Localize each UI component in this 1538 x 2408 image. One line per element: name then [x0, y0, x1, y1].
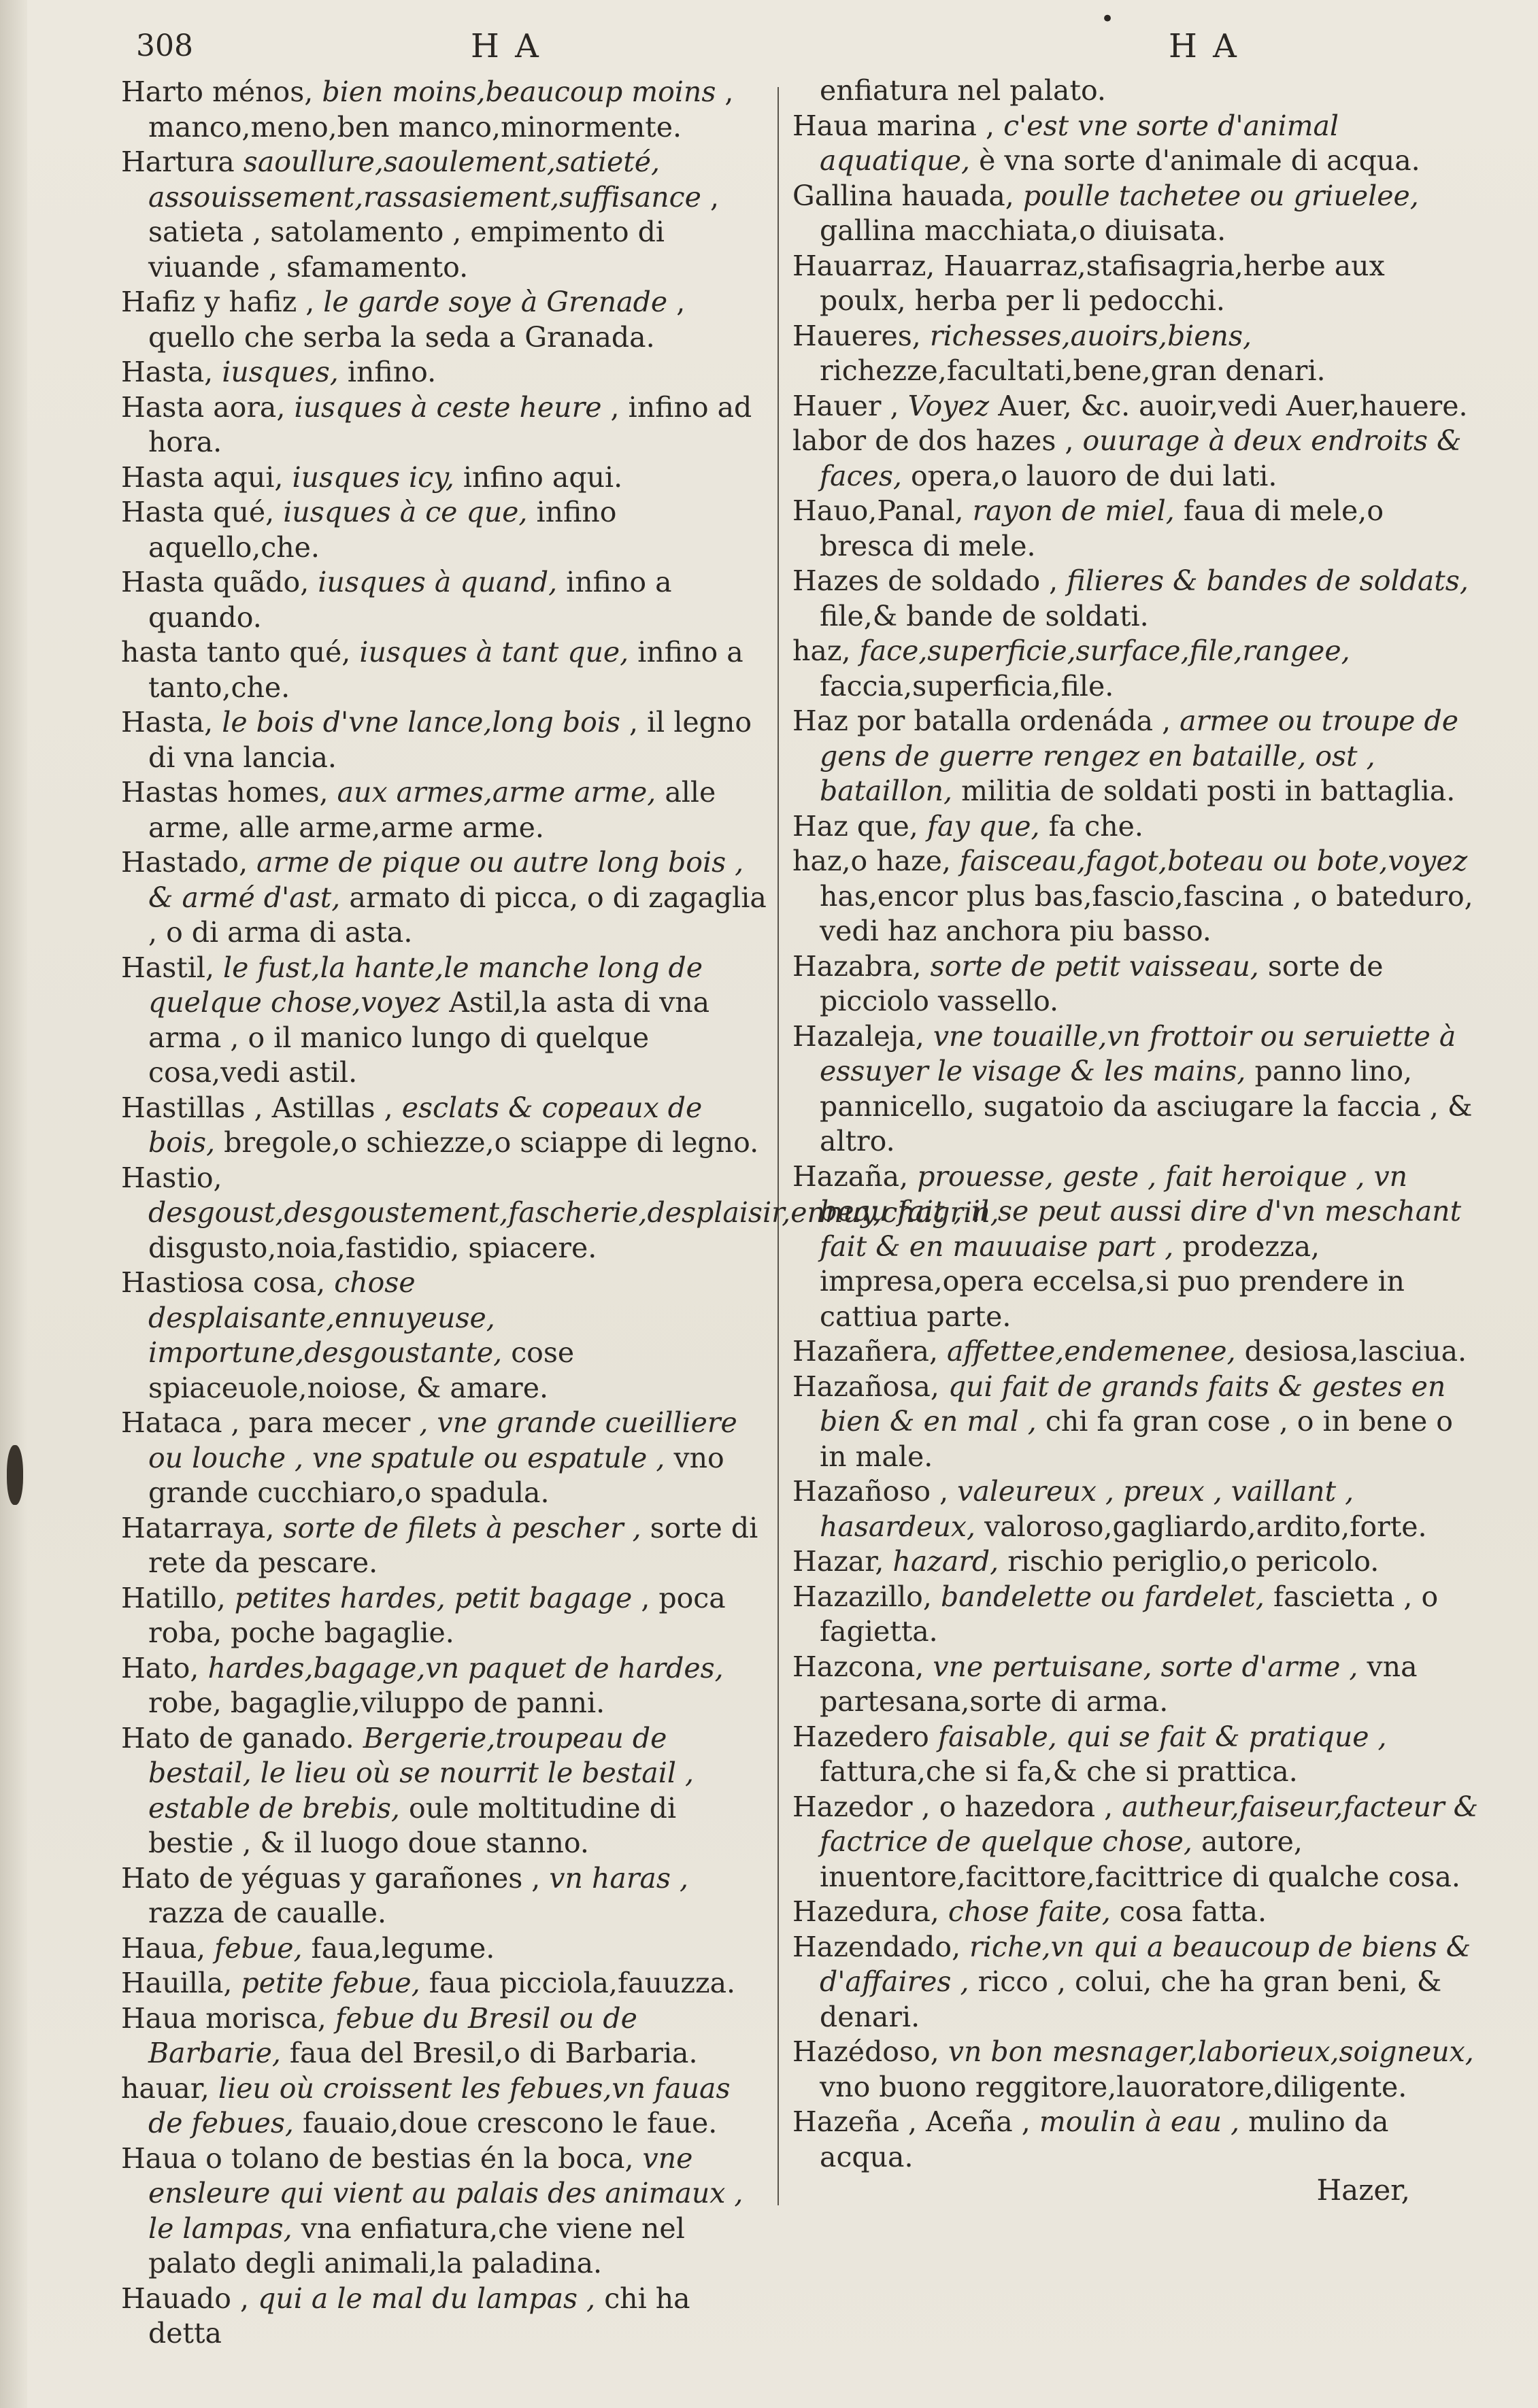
dictionary-entry — [121, 1511, 769, 1581]
entry-french-gloss: Bergerie,troupeau de bestail, le lieu où se nourrit le bestail , estable de brebis, — [148, 1721, 695, 1825]
dictionary-entry — [121, 635, 769, 705]
entry-french-gloss: esclats & copeaux de bois, — [148, 1091, 703, 1159]
entry-french-gloss: febue du Bresil ou de Barbarie, — [148, 2001, 637, 2069]
dictionary-entry — [121, 1406, 769, 1511]
dictionary-entry — [121, 145, 769, 285]
entry-french-gloss: prouesse, geste , fait heroique , vn beau fait , il se peut aussi dire d'vn meschant fait & en mauuaise part , — [820, 1159, 1462, 1263]
entry-italian-gloss: infino aqui. — [463, 460, 623, 494]
dictionary-entry — [121, 495, 769, 565]
dictionary-entry — [792, 1720, 1480, 1790]
entry-italian-gloss: vna enfiatura,che viene nel palato degli animali,la paladina. — [148, 2211, 685, 2279]
entry-italian-gloss: chi fa gran cose , o in bene o in male. — [820, 1405, 1453, 1473]
entry-french-gloss: vn haras , — [549, 1861, 688, 1895]
entry-headword: Hauer , — [792, 389, 899, 422]
entry-headword: Hazeña , Aceña , — [792, 2105, 1031, 2138]
dictionary-entry — [792, 809, 1480, 845]
entry-headword: Haz por batalla ordenáda , — [792, 705, 1171, 737]
dictionary-entry — [792, 1650, 1480, 1720]
entry-italian-gloss: razza de caualle. — [148, 1897, 387, 1929]
dictionary-entry — [792, 424, 1480, 494]
entry-headword: Hazedor , o hazedora , — [792, 1790, 1114, 1823]
entry-french-gloss: hazard, — [892, 1545, 999, 1578]
entry-headword: Hastas homes, — [121, 776, 329, 809]
entry-french-gloss: chose faite, — [948, 1895, 1111, 1928]
dictionary-entry — [792, 1334, 1480, 1370]
entry-headword: Haz que, — [792, 809, 918, 843]
entry-headword: Haueres, — [792, 319, 921, 352]
dictionary-entry — [121, 1581, 769, 1651]
entry-italian-gloss: cose spiaceuole,noiose, & amare. — [148, 1336, 575, 1404]
dictionary-entry — [121, 390, 769, 460]
entry-french-gloss: affettee,endemenee, — [947, 1335, 1236, 1368]
entry-headword: Hazañoso , — [792, 1475, 949, 1508]
dictionary-entry — [121, 1091, 769, 1161]
entry-french-gloss: saoullure,saoulement,satieté, assouissement,rassasiement,suffisance — [148, 146, 701, 214]
dictionary-entry — [792, 1019, 1480, 1159]
dictionary-entry — [121, 2141, 769, 2282]
entry-headword: Hauarraz, — [792, 249, 935, 282]
entry-italian-gloss: faccia,superficia,file. — [820, 669, 1114, 702]
entry-french-gloss: filieres & bandes de soldats, — [1067, 564, 1469, 597]
entry-italian-gloss: enfiatura nel palato. — [820, 74, 1106, 107]
dictionary-entry — [792, 634, 1480, 704]
entry-headword: Hazazillo, — [792, 1580, 932, 1613]
entry-french-gloss: hardes,bagage,vn paquet de hardes, — [207, 1651, 724, 1684]
dictionary-entry — [792, 319, 1480, 389]
entry-italian-gloss: bregole,o schiezze,o sciappe di legno. — [224, 1126, 759, 1159]
dictionary-entry — [121, 705, 769, 775]
entry-italian-gloss: valoroso,gagliardo,ardito,forte. — [984, 1510, 1427, 1543]
entry-headword: Hauo,Panal, — [792, 494, 964, 527]
entry-french-gloss: c'est vne sorte d'animal aquatique, — [820, 109, 1339, 177]
entry-headword: Hato de yéguas y garañones , — [121, 1861, 541, 1895]
entry-italian-gloss: , poca roba, poche bagaglie. — [148, 1581, 726, 1649]
entry-headword: Hasta, — [121, 356, 214, 388]
dictionary-entry — [792, 494, 1480, 564]
entry-italian-gloss: faua del Bresil,o di Barbaria. — [289, 2037, 698, 2069]
dictionary-entry — [792, 844, 1480, 949]
entry-headword: Hazabra, — [792, 949, 922, 983]
entry-italian-gloss: faua,legume. — [311, 1931, 495, 1965]
dictionary-entry — [121, 75, 769, 145]
dictionary-entry — [121, 2282, 769, 2352]
entry-italian-gloss: , il legno di vna lancia. — [148, 706, 752, 774]
entry-italian-gloss: cosa fatta. — [1119, 1895, 1267, 1928]
entry-italian-gloss: rischio periglio,o pericolo. — [1007, 1545, 1380, 1578]
entry-headword: Haua marina , — [792, 109, 995, 142]
entry-headword: hauar, — [121, 2071, 210, 2105]
entry-italian-gloss: oule moltitudine di bestie , & il luogo doue stanno. — [148, 1791, 677, 1859]
entry-italian-gloss: è vna sorte d'animale di acqua. — [979, 144, 1420, 177]
column-divider — [778, 87, 779, 2205]
entry-headword: Hastil, — [121, 951, 214, 984]
dictionary-entry — [792, 2105, 1480, 2175]
entry-french-gloss: faisable, qui se fait & pratique , — [937, 1720, 1387, 1753]
entry-french-gloss: desgoust,desgoustement,fascherie,desplaisir,ennuy,chagrin, — [148, 1196, 999, 1229]
entry-headword: Hazedura, — [792, 1895, 939, 1928]
dictionary-entry — [792, 949, 1480, 1019]
dictionary-entry — [121, 1861, 769, 1931]
entry-headword: Hartura — [121, 146, 235, 178]
dictionary-entry — [792, 704, 1480, 809]
ink-blot — [7, 1445, 23, 1505]
entry-headword: Hafiz y hafiz , — [121, 286, 315, 318]
entry-italian-gloss: prodezza, impresa,opera eccelsa,si puo prendere in cattiua parte. — [820, 1230, 1405, 1333]
entry-headword: Haua morisca, — [121, 2001, 327, 2035]
entry-french-gloss: iusques à ce que, — [283, 496, 528, 528]
entry-italian-gloss: , satieta , satolamento , empimento di viuande , sfamamento. — [148, 180, 719, 284]
entry-italian-gloss: gallina macchiata,o diuisata. — [820, 214, 1226, 247]
entry-italian-gloss: fa che. — [1048, 809, 1143, 843]
running-head-left: H A — [471, 27, 541, 65]
entry-headword: Hauado , — [121, 2282, 250, 2315]
entry-french-gloss: sorte de filets à pescher , — [283, 1511, 641, 1544]
entry-italian-gloss: militia de soldati posti in battaglia. — [961, 775, 1456, 807]
entry-italian-gloss: vno buono reggitore,lauoratore,diligente. — [820, 2070, 1407, 2103]
dictionary-entry — [792, 389, 1480, 424]
dictionary-entry — [792, 1580, 1480, 1650]
dictionary-entry — [121, 565, 769, 635]
entry-french-gloss: poulle tachetee ou griuelee, — [1022, 179, 1419, 212]
entry-headword: Hataca , para mecer — [121, 1406, 411, 1439]
entry-french-gloss: iusques à tant que, — [359, 636, 629, 668]
entry-headword: haz,o haze, — [792, 845, 951, 877]
entry-italian-gloss: alle arme, alle arme,arme arme. — [148, 776, 716, 844]
entry-french-gloss: , vne grande cueilliere ou louche , vne spatule ou espatule , — [148, 1406, 737, 1474]
entry-headword: Hato, — [121, 1651, 199, 1684]
entry-french-gloss: armee ou troupe de gens de guerre rengez en bataille, ost , bataillon, — [820, 705, 1458, 807]
entry-headword: Hazar, — [792, 1545, 884, 1578]
entry-french-gloss: valeureux , preux , vaillant , hasardeux, — [820, 1475, 1354, 1543]
entry-italian-gloss: , quello che serba la seda a Granada. — [148, 286, 686, 354]
dictionary-entry — [792, 73, 1480, 109]
dictionary-entry — [792, 1474, 1480, 1544]
entry-french-gloss: febue, — [214, 1931, 303, 1965]
entry-french-gloss: le garde soye à Grenade — [323, 286, 668, 318]
entry-headword: Hasta quãdo, — [121, 566, 310, 598]
entry-italian-gloss: robe, bagaglie,viluppo de panni. — [148, 1686, 605, 1719]
entry-italian-gloss: richezze,facultati,bene,gran denari. — [820, 354, 1326, 387]
dictionary-entry — [121, 1266, 769, 1406]
entry-headword: Hatarraya, — [121, 1511, 275, 1544]
entry-headword: Hastillas , Astillas , — [121, 1091, 393, 1124]
entry-italian-gloss: , manco,meno,ben manco,minormente. — [148, 75, 734, 143]
entry-french-gloss: autheur,faiseur,facteur & factrice de quelque chose, — [820, 1790, 1479, 1858]
entry-french-gloss: qui a le mal du lampas , — [258, 2282, 596, 2315]
entry-french-gloss: vne touaille,vn frottoir ou seruiette à essuyer le visage & les mains, — [820, 1019, 1456, 1087]
dictionary-entry — [121, 845, 769, 951]
entry-italian-gloss: panno lino, pannicello, sugatoio da asciugare la faccia , & altro. — [820, 1055, 1473, 1157]
entry-italian-gloss: autore, inuentore,facittore,facittrice di qualche cosa. — [820, 1825, 1460, 1893]
entry-headword: hasta tanto qué, — [121, 636, 351, 668]
entry-french-gloss: vne pertuisane, sorte d'arme , — [933, 1650, 1358, 1683]
entry-french-gloss: qui fait de grands faits & gestes en bien & en mal , — [820, 1370, 1446, 1438]
dictionary-entry — [121, 775, 769, 845]
entry-french-gloss: lieu où croissent les febues,vn fauas de febues, — [148, 2071, 731, 2139]
entry-headword: Hauilla, — [121, 1967, 233, 1999]
entry-headword: Hato de ganado. — [121, 1721, 354, 1754]
entry-italian-gloss: mulino da acqua. — [820, 2105, 1389, 2173]
dictionary-entry — [792, 1895, 1480, 1930]
page-number: 308 — [136, 29, 193, 63]
entry-headword: Hazañosa, — [792, 1370, 939, 1403]
dictionary-entry — [121, 2001, 769, 2071]
entry-headword: Hazcona, — [792, 1650, 924, 1683]
entry-french-gloss: aux armes,arme arme, — [337, 776, 656, 809]
entry-french-gloss: bien moins,beaucoup moins — [322, 75, 716, 108]
entry-headword: Hasta, — [121, 706, 214, 739]
dictionary-entry — [121, 1931, 769, 1967]
entry-italian-gloss: chi ha detta — [148, 2282, 690, 2350]
entry-headword: Hastado, — [121, 846, 248, 879]
dictionary-entry — [792, 2035, 1480, 2105]
entry-french-gloss: sorte de petit vaisseau, — [930, 949, 1259, 983]
dictionary-entry — [792, 179, 1480, 249]
dictionary-entry — [792, 1790, 1480, 1895]
entry-headword: Hazendado, — [792, 1930, 961, 1963]
entry-headword: Gallina hauada, — [792, 179, 1014, 212]
entry-italian-gloss: sorte di rete da pescare. — [148, 1511, 758, 1579]
entry-italian-gloss: Hauarraz,stafisagria,herbe aux poulx, herba per li pedocchi. — [820, 249, 1385, 317]
entry-italian-gloss: faua di mele,o bresca di mele. — [820, 494, 1384, 562]
entry-italian-gloss: Auer, &c. auoir,vedi Auer,hauere. — [998, 389, 1468, 422]
entry-french-gloss: faisceau,fagot,boteau ou bote,voyez — [960, 845, 1468, 877]
entry-french-gloss: riche,vn qui a beaucoup de biens & d'affaires , — [820, 1930, 1471, 1998]
entry-italian-gloss: disgusto,noia,fastidio, spiacere. — [148, 1231, 597, 1264]
dictionary-entry — [792, 1370, 1480, 1475]
entry-italian-gloss: fascietta , o fagietta. — [820, 1580, 1439, 1648]
entry-headword: Harto ménos, — [121, 75, 314, 108]
dictionary-entry — [792, 249, 1480, 319]
entry-french-gloss: le fust,la hante,le manche long de quelque chose,voyez — [148, 951, 703, 1019]
entry-italian-gloss: , infino ad hora. — [148, 390, 752, 458]
entry-italian-gloss: Astil,la asta di vna arma , o il manico lungo di quelque cosa,vedi astil. — [148, 986, 710, 1089]
entry-french-gloss: fay que, — [926, 809, 1040, 843]
entry-french-gloss: vne ensleure qui vient au palais des animaux , le lampas, — [148, 2141, 743, 2245]
entry-headword: Haua, — [121, 1931, 206, 1965]
entry-italian-gloss: fauaio,doue crescono le faue. — [303, 2107, 718, 2139]
entry-headword: Haua o tolano de bestias én la boca, — [121, 2141, 634, 2175]
entry-headword: Hasta aora, — [121, 390, 286, 424]
entry-italian-gloss: infino aquello,che. — [148, 496, 617, 564]
dictionary-entry — [121, 1966, 769, 2001]
entry-french-gloss: iusques icy, — [292, 460, 454, 494]
entry-french-gloss: ouurage à deux endroits & faces, — [820, 424, 1462, 492]
entry-italian-gloss: sorte de picciolo vassello. — [820, 949, 1384, 1017]
entry-french-gloss: rayon de miel, — [972, 494, 1175, 527]
entry-italian-gloss: vna partesana,sorte di arma. — [820, 1650, 1418, 1718]
entry-headword: Hasta qué, — [121, 496, 275, 528]
entry-french-gloss: arme de pique ou autre long bois , & armé d'ast, — [148, 846, 744, 914]
entry-italian-gloss: file,& bande de soldati. — [820, 599, 1149, 632]
entry-headword: Hazaleja, — [792, 1019, 924, 1053]
entry-headword: Hastiosa cosa, — [121, 1266, 326, 1299]
dictionary-entry — [121, 1721, 769, 1861]
entry-headword: Hazédoso, — [792, 2035, 939, 2068]
entry-italian-gloss: faua picciola,fauuzza. — [429, 1967, 736, 1999]
entry-french-gloss: richesses,auoirs,biens, — [929, 319, 1252, 352]
entry-french-gloss: face,superficie,surface,file,rangee, — [859, 634, 1350, 667]
entry-italian-gloss: infino. — [347, 356, 437, 388]
entry-french-gloss: iusques à quand, — [318, 566, 558, 598]
entry-french-gloss: vn bon mesnager,laborieux,soigneux, — [948, 2035, 1474, 2068]
dictionary-entry — [121, 460, 769, 496]
entry-headword: Hazes de soldado , — [792, 564, 1058, 597]
dictionary-entry — [792, 109, 1480, 179]
entry-french-gloss: iusques à ceste heure — [294, 390, 602, 424]
entry-headword: haz, — [792, 634, 851, 667]
entry-italian-gloss: infino a tanto,che. — [148, 636, 743, 704]
entry-italian-gloss: ricco , colui, che ha gran beni, & denari. — [820, 1965, 1442, 2033]
dictionary-entry — [121, 285, 769, 355]
dictionary-entry — [121, 951, 769, 1091]
right-column — [792, 73, 1480, 2175]
running-head-right: H A — [1169, 27, 1239, 65]
dictionary-entry — [121, 2071, 769, 2141]
entry-french-gloss: bandelette ou fardelet, — [940, 1580, 1265, 1613]
dictionary-entry — [792, 1159, 1480, 1335]
entry-italian-gloss: fattura,che si fa,& che si prattica. — [820, 1755, 1298, 1788]
dictionary-entry — [121, 1651, 769, 1721]
entry-french-gloss: iusques, — [222, 356, 339, 388]
top-dot: • — [1101, 5, 1115, 33]
entry-italian-gloss: armato di picca, o di zagaglia , o di arma di asta. — [148, 881, 767, 949]
entry-french-gloss: le bois d'vne lance,long bois — [222, 706, 620, 739]
catchword: Hazer, — [1316, 2173, 1410, 2207]
entry-headword: Hazaña, — [792, 1159, 909, 1193]
dictionary-entry — [792, 1544, 1480, 1580]
entry-french-gloss: moulin à eau , — [1039, 2105, 1240, 2138]
entry-italian-gloss: infino a quando. — [148, 566, 672, 634]
entry-headword: Hazañera, — [792, 1335, 938, 1368]
entry-french-gloss: Voyez — [907, 389, 990, 422]
entry-headword: Hatillo, — [121, 1581, 226, 1614]
entry-italian-gloss: opera,o lauoro de dui lati. — [910, 459, 1277, 492]
entry-french-gloss: chose desplaisante,ennuyeuse, importune,desgoustante, — [148, 1266, 503, 1369]
dictionary-entry — [792, 1930, 1480, 2035]
dictionary-entry — [792, 564, 1480, 634]
entry-french-gloss: petites hardes, petit bagage — [234, 1581, 633, 1614]
entry-headword: Hastio, — [121, 1161, 222, 1194]
entry-italian-gloss: desiosa,lasciua. — [1244, 1335, 1467, 1368]
entry-headword: labor de dos hazes , — [792, 424, 1074, 457]
entry-headword: Hazedero — [792, 1720, 929, 1753]
entry-headword: Hasta aqui, — [121, 460, 284, 494]
entry-italian-gloss: has,encor plus bas,fascio,fascina , o bateduro, vedi haz anchora piu basso. — [820, 879, 1473, 947]
entry-italian-gloss: vno grande cucchiaro,o spadula. — [148, 1441, 724, 1509]
entry-french-gloss: petite febue, — [241, 1967, 420, 1999]
dictionary-entry — [121, 355, 769, 390]
